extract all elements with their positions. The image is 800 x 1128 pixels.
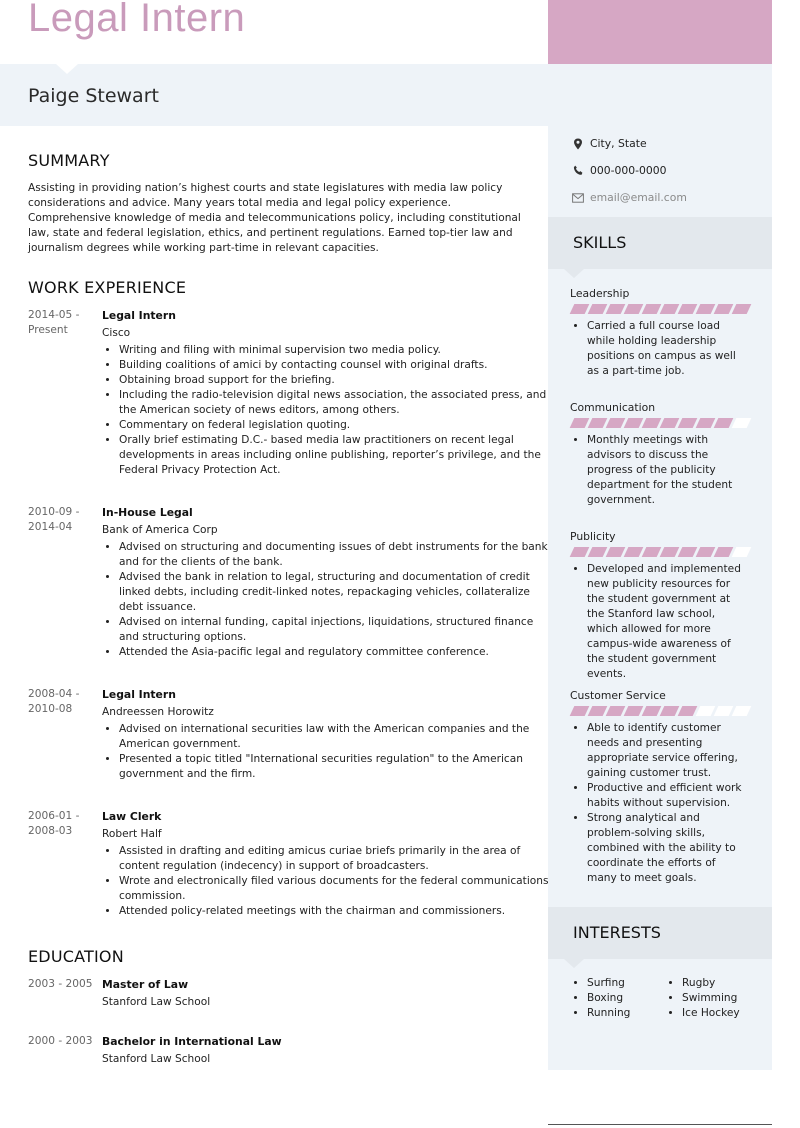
rating-segment (624, 706, 644, 716)
map-pin-icon (572, 138, 584, 150)
job-body (102, 308, 550, 478)
rating-segment (696, 547, 716, 557)
list-item: • Boxing (587, 991, 630, 1006)
skill-bullets (570, 721, 748, 886)
list-item: • Assisted in drafting and editing amicus curiae briefs primarily in the area of content regulation (indecency) in support of broadcasters. (119, 844, 550, 874)
education-entry (28, 1034, 524, 1067)
list-item: • Wrote and electronically filed various documents for the federal communications commission. (119, 874, 550, 904)
skills-header (548, 217, 772, 269)
job-date: 2014-05 - Present (28, 309, 80, 336)
job-company: Robert Half (102, 828, 162, 840)
list-item: • Including the radio-television digital news association, the associated press, and the American society of news editors, among others. (119, 388, 550, 418)
rating-segment (588, 547, 608, 557)
list-item: • Swimming (682, 991, 740, 1006)
rating-segment (660, 418, 680, 428)
rating-segment (642, 418, 662, 428)
list-item: • Advised on internal funding, capital injections, liquidations, structured finance and structuring options. (119, 615, 550, 645)
candidate-name: Paige Stewart (28, 85, 159, 107)
rating-segment (588, 418, 608, 428)
list-item: • Surfing (587, 976, 630, 991)
job-title: Legal Intern (102, 309, 176, 322)
skill-name: Communication (570, 401, 656, 414)
job-company: Andreessen Horowitz (102, 706, 214, 718)
job-bullets (102, 844, 550, 919)
job-company: Bank of America Corp (102, 524, 218, 536)
list-item: • Able to identify customer needs and presenting appropriate service offering, gaining customer trust. (587, 721, 748, 781)
rating-segment (714, 418, 734, 428)
list-item: • Running (587, 1006, 630, 1021)
rating-segment (624, 547, 644, 557)
rating-segment (588, 706, 608, 716)
contact-email[interactable] (572, 191, 687, 204)
rating-segment (642, 706, 662, 716)
education-school: Stanford Law School (102, 996, 211, 1008)
rating-segment (714, 547, 734, 557)
summary-heading: SUMMARY (28, 151, 110, 170)
job-bullets (102, 722, 550, 782)
list-item: • Monthly meetings with advisors to discuss the progress of the publicity department for the student government. (587, 433, 748, 508)
header-pointer (564, 269, 584, 278)
job-bullets (102, 343, 550, 478)
job-title: Law Clerk (102, 810, 162, 823)
skill-bullets (570, 562, 748, 682)
rating-segment (624, 418, 644, 428)
rating-segment (696, 418, 716, 428)
job-bullets (102, 540, 550, 660)
rating-segment (696, 706, 716, 716)
list-item: • Attended the Asia-pacific legal and regulatory committee conference. (119, 645, 550, 660)
rating-segment (732, 706, 752, 716)
list-item: • Attended policy-related meetings with the chairman and commissioners. (119, 904, 550, 919)
skills-heading: SKILLS (573, 233, 627, 252)
rating-segment (570, 547, 590, 557)
list-item: • Advised the bank in relation to legal, structuring and documentation of credit linked debts, including credit-linked notes, repackaging vehicles, collateralize debt issuance. (119, 570, 550, 615)
rating-segment (732, 418, 752, 428)
rating-segment (606, 304, 626, 314)
list-item: • Obtaining broad support for the briefing. (119, 373, 550, 388)
skill-rating-bar (572, 418, 756, 428)
location-text: City, State (590, 137, 647, 150)
list-item: • Rugby (682, 976, 740, 991)
job-entry (28, 505, 550, 660)
skill-name: Publicity (570, 530, 616, 543)
job-title: Legal Intern (102, 688, 176, 701)
list-item: • Developed and implemented new publicity resources for the student government at the Stanford law school, which allowed for more campus-wide awareness of the student government events. (587, 562, 748, 682)
job-company: Cisco (102, 327, 131, 339)
rating-segment (678, 547, 698, 557)
list-item: • Orally brief estimating D.C.- based media law practitioners on recent legal developments in areas including online publishing, reporter’s privilege, and the Federal Privacy Protection Act. (119, 433, 550, 478)
rating-segment (588, 304, 608, 314)
job-date: 2008-04 - 2010-08 (28, 688, 80, 715)
rating-segment (606, 547, 626, 557)
education-degree: Bachelor in International Law (102, 1035, 282, 1048)
rating-segment (678, 418, 698, 428)
interests-list-right (668, 976, 740, 1021)
list-item: • Writing and filing with minimal supervision two media policy. (119, 343, 550, 358)
list-item: • Advised on structuring and documenting issues of debt instruments for the bank and for the clients of the bank. (119, 540, 550, 570)
rating-segment (732, 547, 752, 557)
skill-entry (570, 689, 756, 886)
education-entry (28, 977, 524, 1010)
skill-rating-bar (572, 547, 756, 557)
rating-segment (660, 304, 680, 314)
rating-segment (570, 418, 590, 428)
summary-text: Assisting in providing nation’s highest courts and state legislatures with media law policy considerations and advice. Many years total media and legal policy experience. Comprehensive knowledge of media and telecommunications policy, including constitutional law, state and federal legislation, ethics, and pertinent regulations. Earned top-tier law and journalism degrees while working part-time in relevant capacities. (28, 182, 521, 254)
list-item: • Ice Hockey (682, 1006, 740, 1021)
contact-location (572, 137, 647, 150)
rating-segment (624, 304, 644, 314)
education-heading: EDUCATION (28, 947, 124, 966)
rating-segment (678, 706, 698, 716)
education-date: 2003 - 2005 (28, 978, 93, 990)
rating-segment (732, 304, 752, 314)
rating-segment (714, 304, 734, 314)
phone-text: 000-000-0000 (590, 164, 667, 177)
job-entry (28, 809, 550, 919)
skill-entry (570, 401, 756, 508)
header-pointer (564, 959, 584, 968)
envelope-icon (572, 192, 584, 204)
skill-bullets (570, 433, 748, 508)
rating-segment (696, 304, 716, 314)
rating-segment (660, 706, 680, 716)
rating-segment (570, 304, 590, 314)
contact-phone (572, 164, 667, 177)
job-body (102, 687, 550, 782)
list-item: • Productive and efficient work habits without supervision. (587, 781, 748, 811)
education-date: 2000 - 2003 (28, 1035, 93, 1047)
job-title: In-House Legal (102, 506, 193, 519)
skill-entry (570, 530, 756, 682)
education-body (102, 1034, 524, 1067)
email-link[interactable]: email@email.com (590, 191, 687, 204)
rating-segment (714, 706, 734, 716)
skill-name: Customer Service (570, 689, 666, 702)
education-degree: Master of Law (102, 978, 189, 991)
education-school: Stanford Law School (102, 1053, 211, 1065)
accent-block (548, 0, 772, 64)
rating-segment (606, 418, 626, 428)
footer-divider (548, 1124, 772, 1125)
phone-icon (572, 165, 584, 177)
job-date: 2010-09 - 2014-04 (28, 506, 80, 533)
list-item: • Strong analytical and problem-solving skills, combined with the ability to coordinate the efforts of many to meet goals. (587, 811, 748, 886)
list-item: • Building coalitions of amici by contacting counsel with original drafts. (119, 358, 550, 373)
skill-rating-bar (572, 706, 756, 716)
rating-segment (678, 304, 698, 314)
list-item: • Commentary on federal legislation quoting. (119, 418, 550, 433)
name-band (0, 64, 772, 126)
rating-segment (570, 706, 590, 716)
skill-entry (570, 287, 756, 379)
education-body (102, 977, 524, 1010)
list-item: • Carried a full course load while holding leadership positions on campus as well as a part-time job. (587, 319, 748, 379)
job-body (102, 809, 550, 919)
notch-decoration (56, 64, 78, 74)
rating-segment (606, 706, 626, 716)
skill-bullets (570, 319, 748, 379)
resume-title: Legal Intern (28, 0, 246, 40)
rating-segment (642, 304, 662, 314)
work-heading: WORK EXPERIENCE (28, 278, 187, 297)
job-entry (28, 308, 550, 478)
interests-header (548, 907, 772, 959)
interests-heading: INTERESTS (573, 923, 661, 942)
list-item: • Presented a topic titled "International securities regulation" to the American government and the firm. (119, 752, 550, 782)
list-item: • Advised on international securities law with the American companies and the American government. (119, 722, 550, 752)
job-entry (28, 687, 550, 782)
skill-rating-bar (572, 304, 756, 314)
job-body (102, 505, 550, 660)
job-date: 2006-01 - 2008-03 (28, 810, 80, 837)
rating-segment (660, 547, 680, 557)
rating-segment (642, 547, 662, 557)
interests-list-left (573, 976, 630, 1021)
skill-name: Leadership (570, 287, 630, 300)
